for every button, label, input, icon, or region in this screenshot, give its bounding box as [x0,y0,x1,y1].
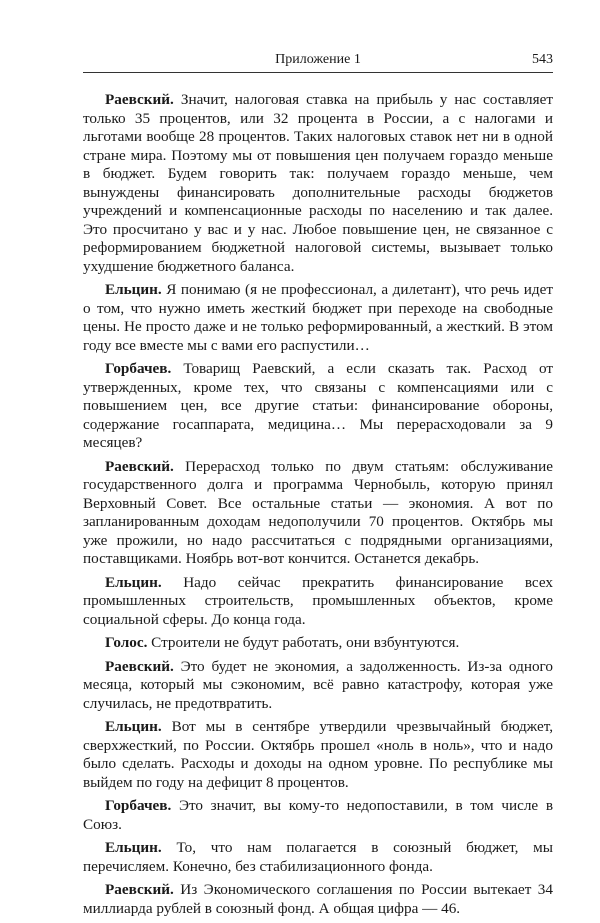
speaker-name: Горбачев. [105,797,172,814]
dialogue-paragraph [83,881,553,918]
dialogue-paragraph [83,281,553,355]
speech-text: Значит, налоговая ставка на прибыль у нас составляет только 35 процентов, или 32 процента в России, а с налогами и льготами вообще 28 процентов. Таких налоговых ставок нет ни в одной стране мира. Поэтому мы от повышения цен получаем гораздо меньше в бюджет. Будем говорить так: получаем гораздо меньше, чем вынуждены финансировать дополнительные расходы бюджетов учреждений и компенсационные расходы по населению и так далее. Это просчитано у вас и у нас. Любое повышение цен, не связанное с реформированием бюджетной налоговой системы, вызывает только ухудшение бюджетного баланса. [83,91,553,275]
page-number: 543 [532,52,553,67]
speech-text: Я понимаю (я не профессионал, а дилетант), что речь идет о том, что нужно иметь жесткий бюджет при переходе на свободные цены. Не просто даже и не только реформированный, а жесткий. В этом году все вместе мы с вами его распустили… [83,281,553,354]
speaker-name: Раевский. [105,457,174,475]
running-header-title: Приложение 1 [275,52,361,67]
speech-text: Вот мы в сентябре утвердили чрезвычайный бюджет, сверхжесткий, по России. Октябрь прошел «ноль в ноль», что и надо было сделать. Расходы и доходы на одном уровне. По республике мы выйдем по году на дефицит 8 процентов. [83,718,553,791]
speech-text: Перерасход только по двум статьям: обслуживание государственного долга и программа Чернобыль, которую принял Верховный Совет. Все остальные статьи — экономия. А вот по запланированным доходам недополучили 70 процентов. Октябрь мы уже прожили, но надо рассчитаться с подрядными организациями, поставщиками. Ноябрь вот-вот кончится. Останется декабрь. [83,457,553,567]
speaker-name: Ельцин. [105,281,162,298]
dialogue-paragraph [83,839,553,876]
dialogue-paragraph [83,634,553,653]
speaker-name: Раевский. [105,881,174,898]
speech-text: Товарищ Раевский, а если сказать так. Расход от утвержденных, кроме тех, что связаны с компенсациями или с повышением цен, все другие статьи: финансирование обороны, содержание госаппарата, медицина… Мы перерасходовали за 9 месяцев? [83,360,553,451]
dialogue-paragraph [83,574,553,630]
dialogue-paragraph [83,658,553,714]
speaker-name: Горбачев. [105,360,172,377]
speech-text: Из Экономического соглашения по России вытекает 34 миллиарда рублей в союзный фонд. А общая цифра — 46. [83,881,553,917]
dialogue-paragraph [83,360,553,453]
speaker-name: Ельцин. [105,573,162,591]
page-body [83,91,553,923]
speech-text: Это значит, вы кому-то недопоставили, в том числе в Союз. [83,797,553,833]
header-rule [83,72,553,73]
dialogue-paragraph [83,797,553,834]
speaker-name: Голос. [105,634,148,651]
running-header [83,52,553,72]
speech-text: Это будет не экономия, а задолженность. Из-за одного месяца, который мы сэкономим, всё равно катастрофу, которая уже случилась, не предотвратить. [83,657,553,712]
speaker-name: Ельцин. [105,718,162,735]
dialogue-paragraph [83,718,553,792]
speech-text: Надо сейчас прекратить финансирование всех промышленных строительств, промышленных объектов, кроме социальной сферы. До конца года. [83,573,553,628]
speech-text: То, что нам полагается в союзный бюджет, мы перечисляем. Конечно, без стабилизационного фонда. [83,839,553,875]
speaker-name: Раевский. [105,91,174,108]
speech-text: Строители не будут работать, они взбунтуются. [147,634,460,651]
dialogue-paragraph [83,91,553,276]
dialogue-paragraph [83,458,553,569]
speaker-name: Ельцин. [105,839,162,856]
speaker-name: Раевский. [105,657,174,675]
